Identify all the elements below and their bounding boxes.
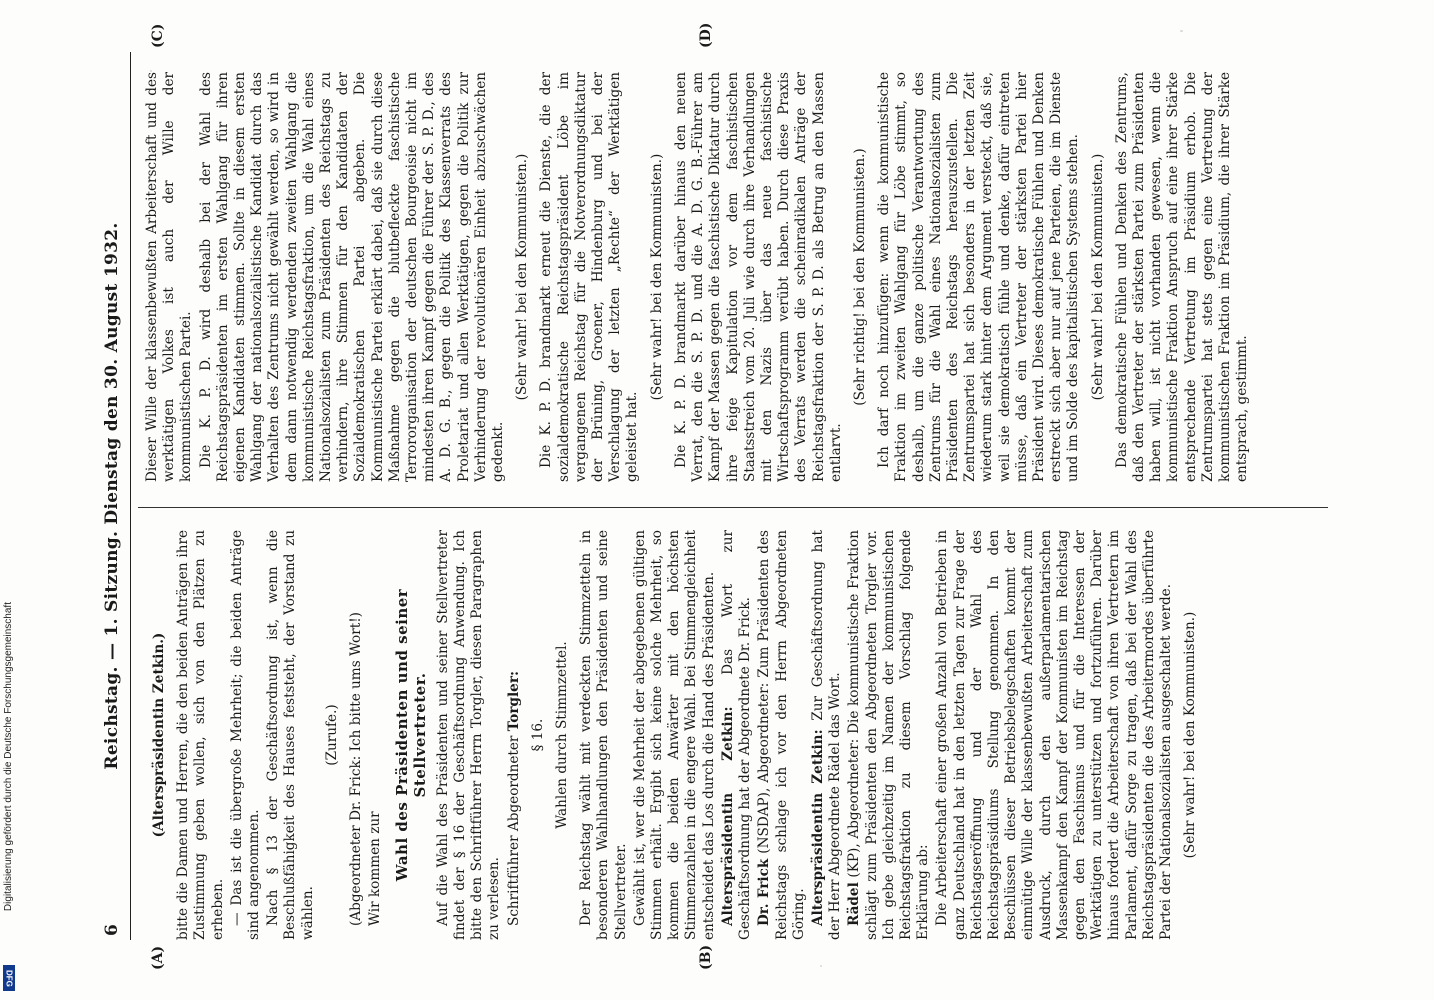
- paragraph: Die K. P. D. wird deshalb bei der Wahl des Reichstagspräsidenten im ersten Wahlgang für ihren eigenen Kandidaten stimmen. Sollte in diesem ersten Wahlgang der nationalsozialistische Kandidat durch das Verhalten des Zentrums nicht gewählt werden, so wird in dem dann notwendig werdenden zweiten Wahlgang die kommunistische Reichstagsfraktion, um die Wahl eines Nationalsozialisten zum Präsidenten des Reichstags zu verhindern, ihre Stimmen für den Kandidaten der Sozialdemokratischen Partei abgeben. Die Kommunistische Partei erklärt dabei, daß sie durch diese Maßnahme gegen die blutbefleckte faschistische Terrororganisation der deutschen Bourgeoisie nicht im mindesten ihren Kampf gegen die Führer der S. P. D., des A. D. G. B., gegen die Politik des Klassenverrats des Proletariat und allen Werktätigen, gegen die Politik zur Verhinderung der revolutionären Einheit abzuschwächen gedenkt.: [197, 72, 507, 482]
- paragraph: (KP), Abgeordneter: Die kommunistische Fraktion schlägt zum Präsidenten den Abgeordneten Torgler vor. Ich gebe gleichzeitig im Namen der kommunistischen Reichstagsfraktion zu diesem Vorschlag folgende Erklärung ab:: [846, 530, 932, 940]
- paragraph: bitte die Damen und Herren, die den beiden Anträgen ihre Zustimmung geben wollen, sich von den Plätzen zu erheben.: [175, 530, 226, 940]
- margin-mark-b: (B): [698, 944, 714, 970]
- speaker-name: Torgler:: [505, 670, 522, 732]
- paragraph: — Das ist die übergroße Mehrheit; die beiden Anträge sind angenommen.: [228, 530, 263, 940]
- paragraph: Nach § 13 der Geschäftsordnung ist, wenn die Beschlußfähigkeit des Hauses feststeht, der Vorstand zu wählen.: [265, 530, 316, 940]
- section-number: § 16.: [529, 718, 546, 752]
- paragraph: (NSDAP), Abgeordneter: Zum Präsidenten des Reichstags schlage ich vor den Herrn Abgeordneten Göring.: [756, 530, 807, 940]
- paragraph: Das demokratische Fühlen und Denken des Zentrums, daß den Vertreter der stärksten Partei zum Präsidenten haben will, ist nicht vorhanden gewesen, wenn die kommunistische Fraktion Anspruch auf eine ihrer Stärke entsprechende Vertretung im Präsidium erhob. Die Zentrumspartei hat stets gegen eine Vertretung der kommunistischen Fraktion im Präsidium, die ihrer Stärke entsprach, gestimmt.: [1113, 72, 1251, 482]
- left-column: [144, 530, 1324, 940]
- dfg-logo: DFG: [3, 965, 15, 991]
- paragraph: Die K. P. D. brandmarkt erneut die Dienste, die der sozialdemokratische Reichstagspräsident Löbe im vergangenen Reichstag für die Notverordnungsdiktatur der Brüning, Groener, Hindenburg und bei der Verschlagung der letzten „Rechte“ der Werktätigen geleistet hat.: [538, 72, 641, 482]
- interjection: (Sehr wahr! bei den Kommunisten.): [1182, 611, 1199, 859]
- speaker-label: (Alterspräsidentin Zetkin.): [151, 632, 167, 838]
- margin-mark-d: (D): [698, 22, 714, 48]
- speaker-name: Alterspräsidentin Zetkin:: [809, 729, 826, 926]
- interjection: (Sehr wahr! bei den Kommunisten.): [514, 153, 531, 401]
- margin-mark-a: (A): [150, 945, 166, 970]
- interjection: (Sehr wahr! bei den Kommunisten.): [1089, 153, 1106, 401]
- interjection: (Sehr wahr! bei den Kommunisten.): [648, 153, 665, 401]
- paragraph: Ich darf noch hinzufügen: wenn die kommunistische Fraktion im zweiten Wahlgang für Löbe stimmt, so deshalb, um die ganze politische Verantwortung des Zentrums für die Wahl eines Nationalsozialisten zum Präsidenten des Reichstags herauszustellen. Die Zentrumspartei hat sich besonders in der letzten Zeit wiederum stark hinter dem Argument versteckt, daß sie, weil sie demokratisch fühle und denke, dafür eintreten müsse, daß ein Vertreter der stärksten Partei hier Präsident wird. Dieses demokratische Fühlen und Denken erstreckt sich aber nur auf jene Parteien, die im Dienste und im Solde des kapitalistischen Systems stehen.: [876, 72, 1082, 482]
- speaker-name: Dr. Frick: [756, 858, 773, 926]
- section-title: Wahlen durch Stimmzettel.: [554, 641, 571, 829]
- paragraph: Dieser Wille der klassenbewußten Arbeiterschaft und des werktätigen Volkes ist auch der Wille der kommunistischen Partei.: [144, 72, 195, 482]
- paragraph: Auf die Wahl des Präsidenten und seiner Stellvertreter findet der § 16 der Geschäftsordnung Anwendung. Ich bitte den Schriftführer Herrn Torgler, diesen Paragraphen zu verlesen.: [434, 530, 503, 940]
- digitization-credit: Digitalisierung gefördert durch die Deutsche Forschungsgemeinschaft: [3, 602, 14, 912]
- section-heading: Wahl des Präsidenten und seiner Stellvertreter.: [393, 588, 429, 882]
- paragraph: (Abgeordneter Dr. Frick: Ich bitte ums Wort!): [348, 612, 365, 926]
- interjection: (Zurufe.): [323, 704, 340, 766]
- page-content: [98, 22, 1338, 970]
- speck: [820, 965, 822, 967]
- paragraph: Wir kommen zur: [367, 811, 384, 926]
- page-number: 6: [102, 923, 122, 936]
- margin-mark-c: (C): [150, 23, 166, 48]
- page-title: Reichstag. — 1. Sitzung. Dienstag den 30. August 1932.: [102, 222, 122, 770]
- paragraph: Der Reichstag wählt mit verdeckten Stimmzetteln in besonderen Wahlhandlungen den Präsidenten und seine Stellvertreter.: [578, 530, 629, 940]
- column-divider: [138, 507, 1328, 508]
- paragraph: Die K. P. D. brandmarkt darüber hinaus den neuen Verrat, den die S. P. D. und die A. D. G. B.-Führer am Kampf der Massen gegen die faschistische Diktatur durch ihre feige Kapitulation vor dem faschistischen Staatsstreich vom 20. Juli wie durch ihre Verhandlungen mit den Nazis über das neue faschistische Wirtschaftsprogramm verübt haben. Durch diese Praxis des Verrats werden die scheinradikalen Anträge der Reichstagsfraktion der S. P. D. als Betrug an den Massen entlarvt.: [672, 72, 844, 482]
- paragraph: Zur Geschäftsordnung hat der Herr Abgeordnete Rädel das Wort.: [809, 530, 844, 940]
- page-header: [98, 52, 131, 940]
- paragraph: Das Wort zur Geschäftsordnung hat der Abgeordnete Dr. Frick.: [719, 530, 754, 940]
- right-column: [144, 72, 1324, 482]
- speaker-name: Rädel: [846, 882, 863, 926]
- paragraph: Gewählt ist, wer die Mehrheit der abgegebenen gültigen Stimmen erhält. Ergibt sich keine solche Mehrheit, so kommen die beiden Anwärter mit den höchsten Stimmenzahlen in die engere Wahl. Bei Stimmengleichheit entscheidet das Los durch die Hand des Präsidenten.: [631, 530, 717, 940]
- interjection: (Sehr richtig! bei den Kommunisten.): [851, 148, 868, 406]
- speaker-name: Alterspräsidentin Zetkin:: [719, 706, 736, 926]
- rotated-page: [98, 22, 1338, 970]
- speaker-role: Schriftführer Abgeordneter: [505, 735, 522, 926]
- speck: [1180, 30, 1183, 32]
- paragraph: Die Arbeiterschaft einer großen Anzahl von Betrieben in ganz Deutschland hat in den letzten Tagen zur Frage der Reichstagseröffnung und der Wahl des Reichstagspräsidiums Stellung genommen. In den Beschlüssen dieser Betriebsbelegschaften kommt der einmütige Wille der klassenbewußten Arbeiterschaft zum Ausdruck, durch den außerparlamentarischen Massenkampf den Kampf der Kommunisten im Reichstag gegen den Faschismus und für die Interessen der Werktätigen zu unterstützen und fortzuführen. Darüber hinaus fordert die Arbeiterschaft von ihren Vertretern im Parlament, dafür Sorge zu tragen, daß bei der Wahl des Reichstagspräsidenten die des Arbeitermordes überführte Partei der Nationalsozialisten ausgeschaltet werde.: [934, 530, 1174, 940]
